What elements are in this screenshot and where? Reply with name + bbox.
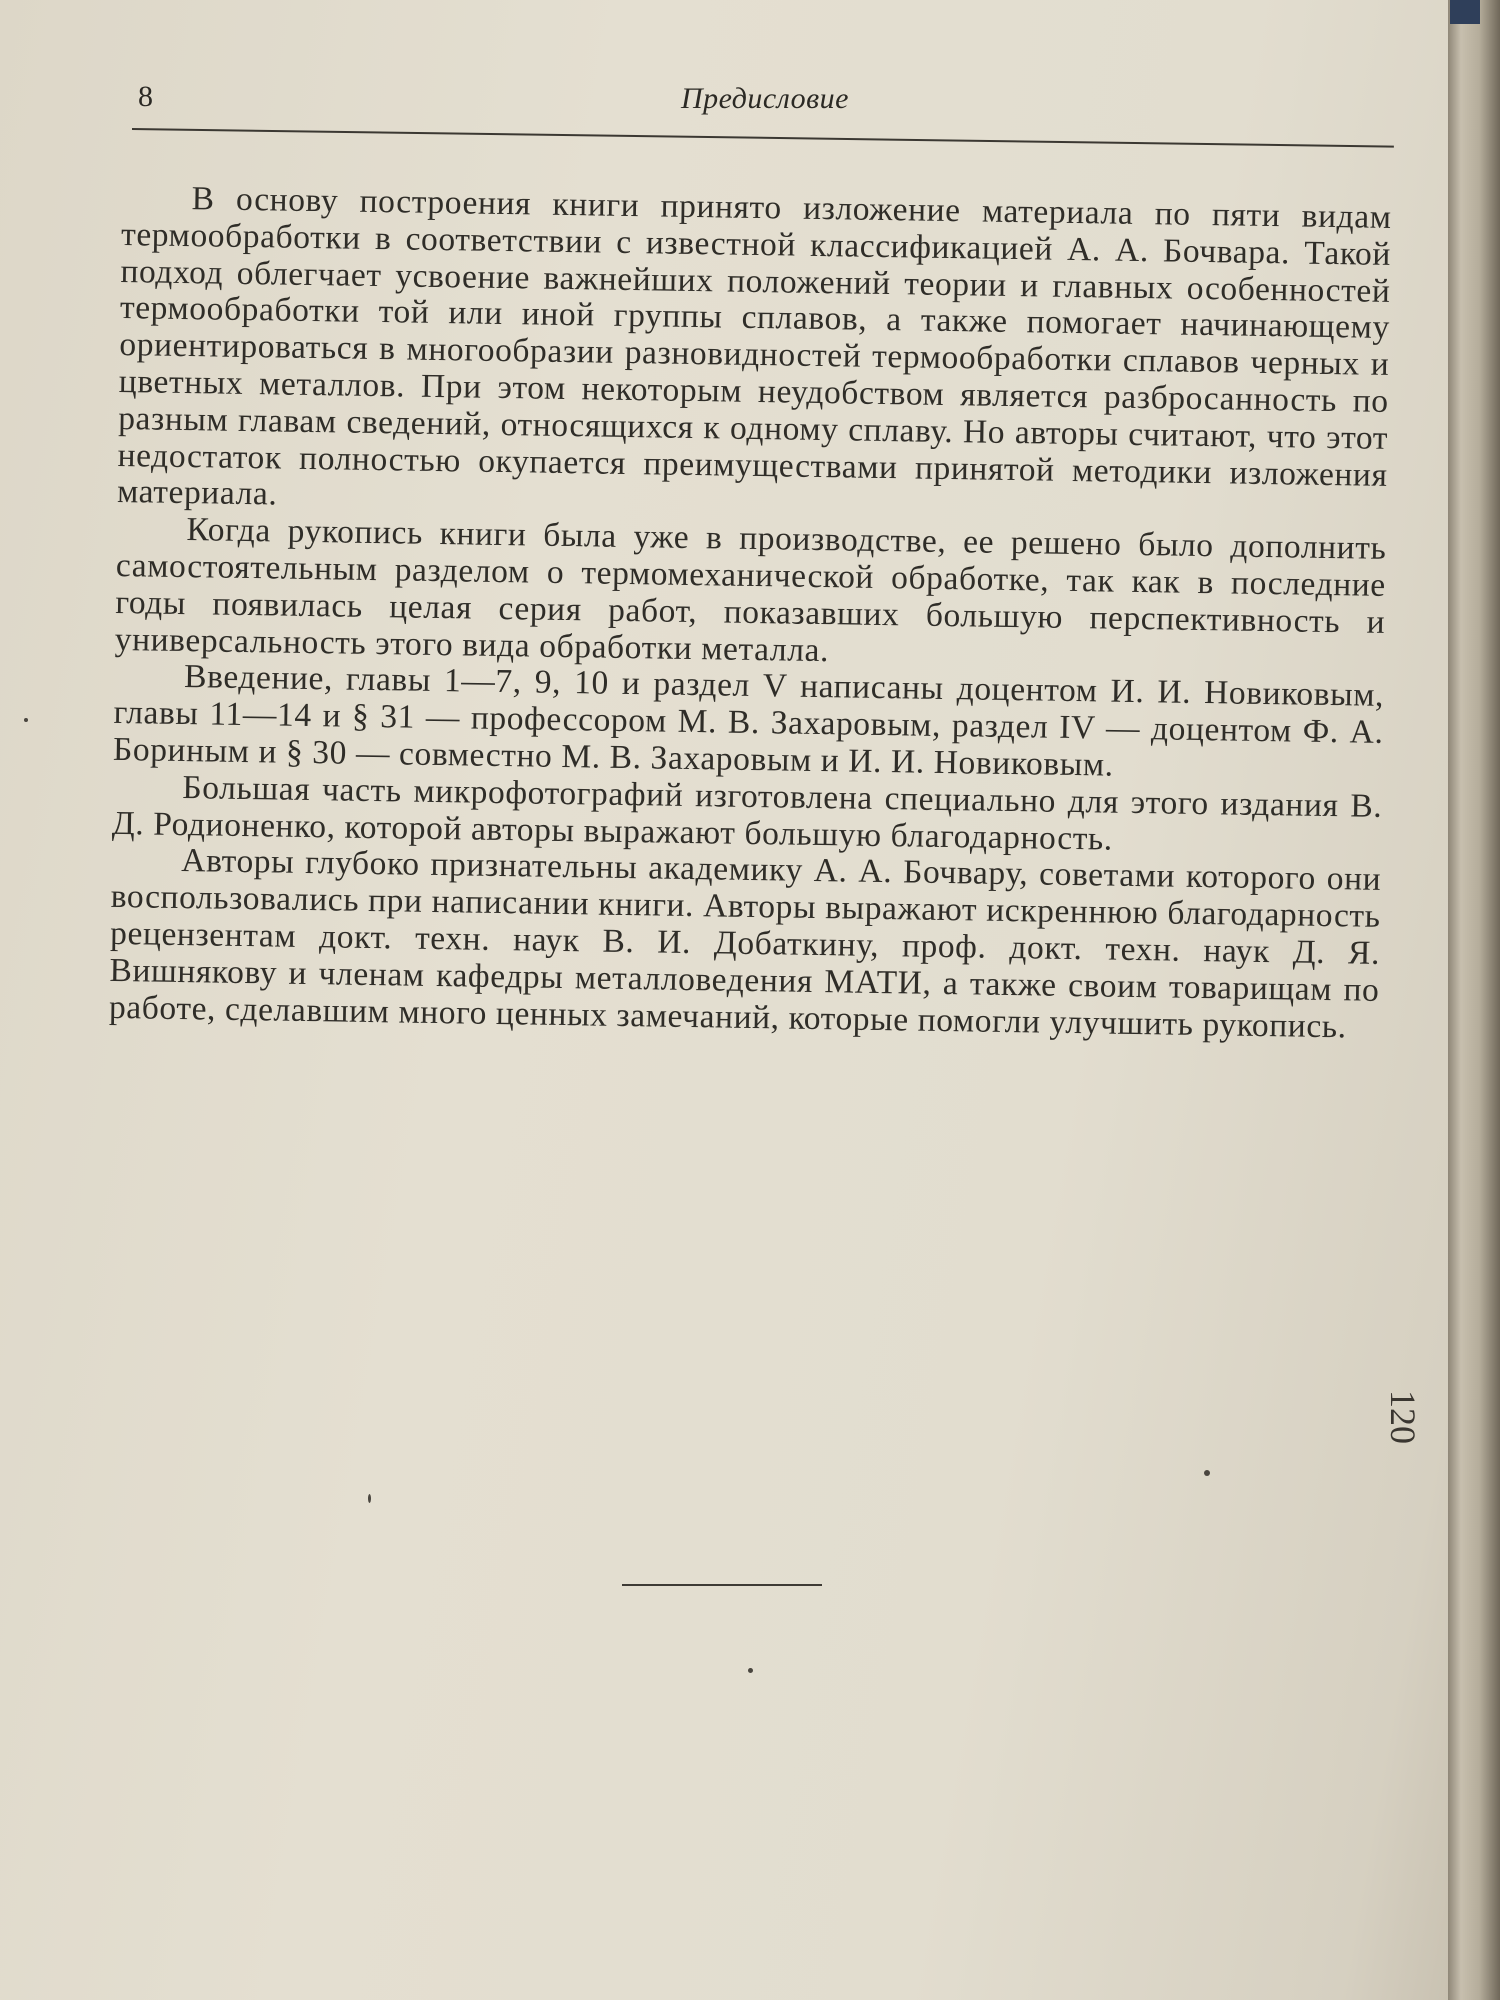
paragraph-3: Введение, главы 1—7, 9, 10 и раздел V написаны доцентом И. И. Новиковым, главы 11—14 и § 31 — профессором М. В. Захаровым, раздел IV — доцентом Ф. А. Бориным и § 30 — совместно М. В. Захаровым и И. И. Новиковым. xyxy=(112,658,1385,784)
paragraph-1: В основу построения книги принято изложение материала по пяти видам термообработки в соответствии с известной классификацией А. А. Бочвара. Такой подход облегчает усвоение важнейших положений теории и главных особенностей термообработки той или иной группы сплавов, а также помогает начинающему ориентироваться в многообразии разновидностей термообработки сплавов черных и цветных металлов. При этом некоторым неудобством является разбросанность по разным главам сведений, относящихся к одному сплаву. Но авторы считают, что этот недостаток полностью окупается преимуществами принятой методики изложения материала. xyxy=(116,180,1392,513)
paper-speck xyxy=(24,718,28,722)
running-title: Предисловие xyxy=(680,82,849,115)
page-header xyxy=(138,80,1392,124)
page-number: 8 xyxy=(138,80,153,113)
paragraph-5: Авторы глубоко признательны академику А. А. Бочвару, советами которого они воспользовались при написании книги. Авторы выражают искреннюю благодарность рецензентам докт. техн. наук В. И. Добаткину, проф. докт. техн. наук Д. Я. Вишнякову и членам кафедры металловедения МАТИ, а также своим товарищам по работе, сделавшим много ценных замечаний, которые помогли улучшить рукопись. xyxy=(108,842,1382,1045)
book-cover-edge xyxy=(1450,0,1480,24)
paragraph-2: Когда рукопись книги была уже в производстве, ее решено было дополнить самостоятельным разделом о термомеханической обработке, так как в последние годы появилась целая серия работ, показавших большую перспективность и универсальность этого вида обработки металла. xyxy=(114,511,1387,669)
paper-speck xyxy=(368,1494,371,1503)
header-rule xyxy=(132,128,1394,148)
page-body xyxy=(109,180,1392,1046)
paragraph-4: Большая часть микрофотографий изготовлена специально для этого издания В. Д. Родионенко, которой авторы выражают большую благодарность. xyxy=(111,768,1383,858)
margin-note: 120 xyxy=(1383,1390,1423,1444)
paper-speck xyxy=(1204,1470,1210,1476)
adjacent-page-edge xyxy=(1448,0,1500,2000)
end-rule xyxy=(622,1584,822,1586)
paper-speck xyxy=(748,1668,753,1673)
